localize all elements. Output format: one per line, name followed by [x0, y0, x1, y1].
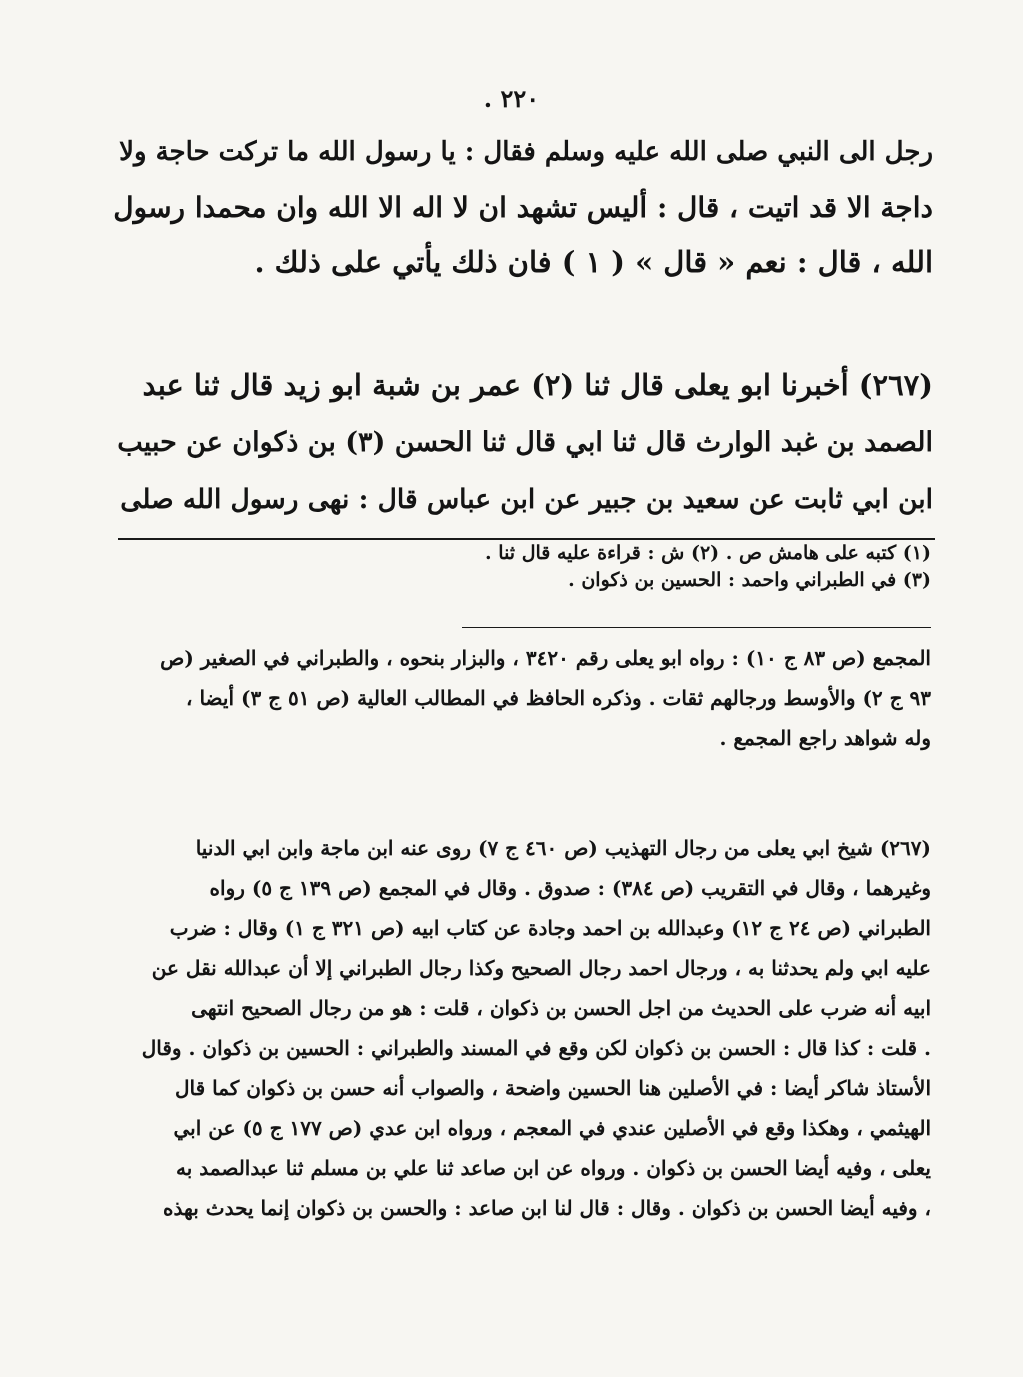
footnote-line: (١) كتبه على هامش ص . (٢) ش : قراءة عليه قال ثنا . — [485, 542, 931, 564]
commentary-line: الهيثمي ، وهكذا وقع في الأصلين عندي في المعجم ، ورواه ابن عدي (ص ١٧٧ ج ٥) عن ابي — [173, 1116, 931, 1140]
text-line: ابن ابي ثابت عن سعيد بن جبير عن ابن عباس قال : نهى رسول الله صلى — [120, 484, 933, 515]
commentary-block-2 — [125, 828, 931, 1228]
commentary-line: عليه ابي ولم يحدثنا به ، ورجال احمد رجال الصحيح وكذا رجال الطبراني إلا أن عبدالله نقل عن — [151, 956, 931, 980]
commentary-line: الأستاذ شاكر أيضا : في الأصلين هنا الحسين واضحة ، والصواب أنه حسن بن ذكوان كما قال — [175, 1076, 931, 1100]
commentary-line: ٩٣ ج ٢) والأوسط ورجالهم ثقات . وذكره الحافظ في المطالب العالية (ص ٥١ ج ٣) أيضا ، — [186, 686, 931, 710]
commentary-block-1 — [125, 638, 931, 758]
commentary-line: يعلى ، وفيه أيضا الحسن بن ذكوان . ورواه عن ابن صاعد ثنا علي بن مسلم ثنا عبدالصمد به — [176, 1156, 931, 1180]
commentary-line: (٢٦٧) شيخ ابي يعلى من رجال التهذيب (ص ٤٦٠ ج ٧) روى عنه ابن ماجة وابن ابي الدنيا — [195, 836, 931, 860]
commentary-line: ابيه أنه ضرب على الحديث من اجل الحسن بن ذكوان ، قلت : هو من رجال الصحيح انتهى — [191, 996, 931, 1020]
commentary-line: وغيرهما ، وقال في التقريب (ص ٣٨٤) : صدوق . وقال في المجمع (ص ١٣٩ ج ٥) رواه — [209, 876, 931, 900]
footnote-divider — [462, 627, 931, 628]
commentary-line: المجمع (ص ٨٣ ج ١٠) : رواه ابو يعلى رقم ٣٤٢٠ ، والبزار بنحوه ، والطبراني في الصغير (ص — [160, 646, 931, 670]
text-line: رجل الى النبي صلى الله عليه وسلم فقال : يا رسول الله ما تركت حاجة ولا — [119, 137, 933, 167]
hadith-267 — [110, 357, 933, 528]
commentary-line: ، وفيه أيضا الحسن بن ذكوان . وقال : قال لنا ابن صاعد : والحسن بن ذكوان إنما يحدث بهذه — [163, 1196, 931, 1220]
main-text-continuation — [110, 125, 933, 290]
commentary-line: الطبراني (ص ٢٤ ج ١٢) وعبدالله بن احمد وجادة عن كتاب ابيه (ص ٣٢١ ج ١) وقال : ضرب — [169, 916, 931, 940]
commentary-line: . قلت : كذا قال : الحسن بن ذكوان لكن وقع في المسند والطبراني : الحسين بن ذكوان . وقال — [141, 1036, 931, 1060]
footnotes — [330, 540, 931, 594]
commentary-line: وله شواهد راجع المجمع . — [719, 726, 931, 750]
text-line: الله ، قال : نعم « قال » ( ١ ) فان ذلك يأتي على ذلك . — [254, 245, 933, 279]
text-line: (٢٦٧) أخبرنا ابو يعلى قال ثنا (٢) عمر بن شبة ابو زيد قال ثنا عبد — [142, 368, 933, 402]
text-line: داجة الا قد اتيت ، قال : أليس تشهد ان لا اله الا الله وان محمدا رسول — [113, 191, 933, 224]
page-number: ٢٢٠ . — [483, 84, 540, 113]
text-line: الصمد بن غبد الوارث قال ثنا ابي قال ثنا الحسن (٣) بن ذكوان عن حبيب — [117, 427, 933, 458]
footnote-line: (٣) في الطبراني واحمد : الحسين بن ذكوان . — [568, 569, 931, 591]
